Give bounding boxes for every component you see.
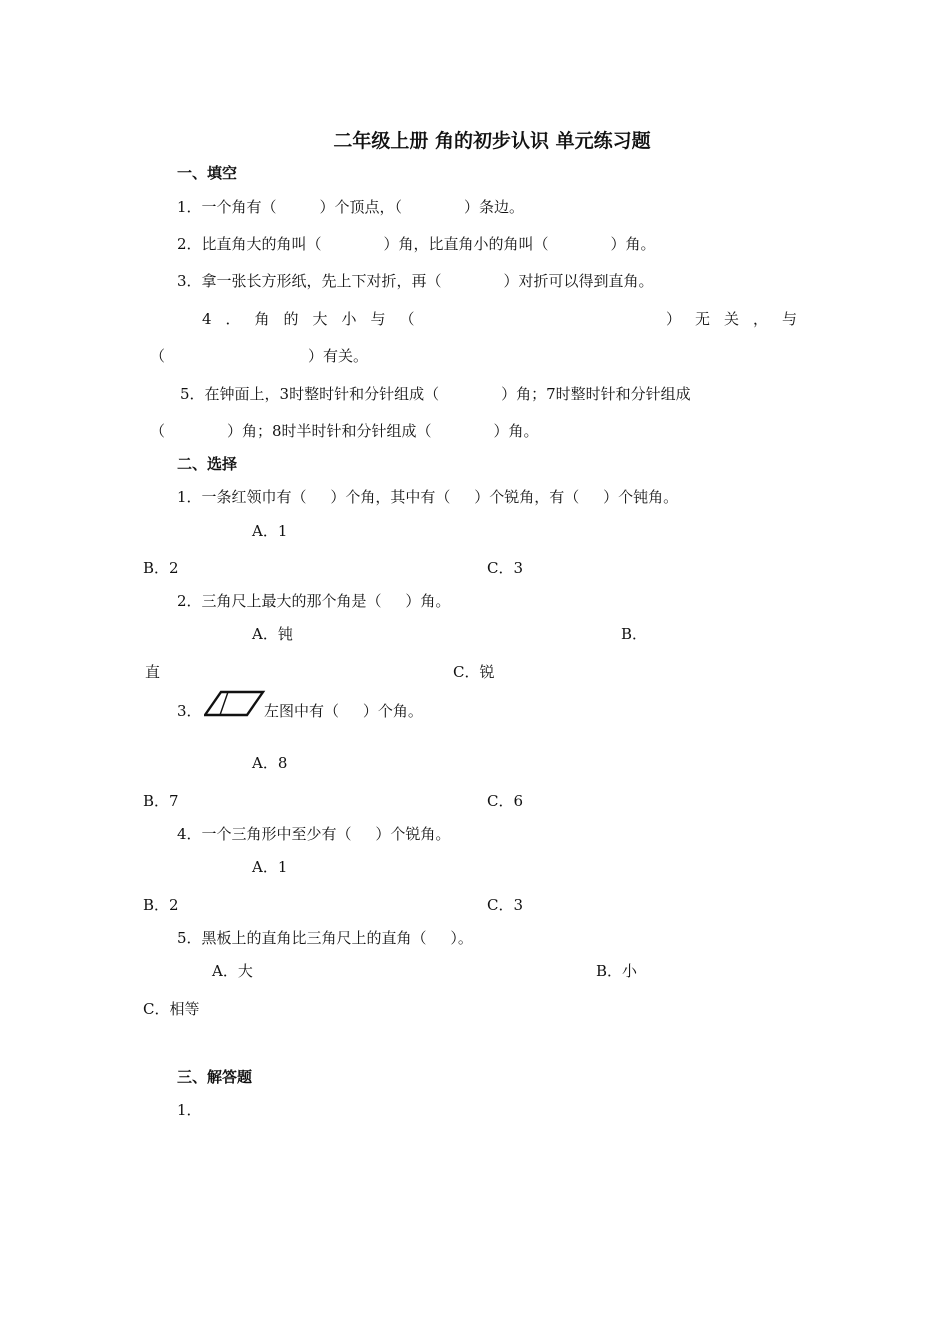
choice-5-option-a: A．大	[212, 962, 253, 980]
choice-5-option-b: B．小	[596, 962, 638, 980]
section-fill-heading: 一、填空	[177, 164, 238, 182]
fill-question-4-part1: 4．角的大小与（	[202, 310, 429, 328]
section-choice-heading: 二、选择	[177, 455, 238, 473]
choice-2-option-a: A．钝	[252, 625, 293, 643]
choice-question-2: 2．三角尺上最大的那个角是（ ）角。	[177, 592, 451, 610]
choice-question-3: 左图中有（ ）个角。	[264, 702, 423, 720]
choice-4-option-b: B．2	[143, 896, 179, 914]
fill-question-4-part3: （ ）有关。	[150, 347, 369, 365]
choice-3-option-b: B．7	[143, 792, 179, 810]
choice-3-option-c: C．6	[487, 792, 524, 810]
choice-5-option-c: C．相等	[143, 1000, 200, 1018]
answer-question-1: 1．	[177, 1101, 202, 1119]
choice-4-option-a: A．1	[252, 858, 288, 876]
choice-1-option-b: B．2	[143, 559, 179, 577]
section-answer-heading: 三、解答题	[177, 1068, 253, 1086]
choice-question-1: 1．一条红领巾有（ ）个角，其中有（ ）个锐角，有（ ）个钝角。	[177, 488, 679, 506]
choice-question-4: 4．一个三角形中至少有（ ）个锐角。	[177, 825, 451, 843]
choice-2-option-b-text: 直	[145, 663, 161, 681]
choice-2-option-c: C．锐	[453, 663, 495, 681]
parallelogram-figure	[204, 690, 266, 718]
page-title: 二年级上册 角的初步认识 单元练习题	[333, 130, 651, 152]
fill-question-5-line1: 5．在钟面上，3时整时针和分针组成（ ）角；7时整时针和分针组成	[180, 385, 691, 403]
choice-4-option-c: C．3	[487, 896, 524, 914]
choice-1-option-a: A．1	[252, 522, 288, 540]
choice-question-3-number: 3．	[177, 702, 202, 720]
fill-question-1: 1．一个角有（ ）个顶点，（ ）条边。	[177, 198, 524, 216]
choice-question-5: 5．黑板上的直角比三角尺上的直角（ ）。	[177, 929, 473, 947]
choice-2-option-b: B．	[621, 625, 648, 643]
fill-question-5-line2: （ ）角；8时半时针和分针组成（ ）角。	[150, 422, 539, 440]
fill-question-3: 3．拿一张长方形纸，先上下对折，再（ ）对折可以得到直角。	[177, 272, 654, 290]
choice-1-option-c: C．3	[487, 559, 524, 577]
fill-question-4-part2: ）无关，与	[666, 310, 812, 328]
choice-3-option-a: A．8	[252, 754, 288, 772]
fill-question-2: 2．比直角大的角叫（ ）角，比直角小的角叫（ ）角。	[177, 235, 656, 253]
